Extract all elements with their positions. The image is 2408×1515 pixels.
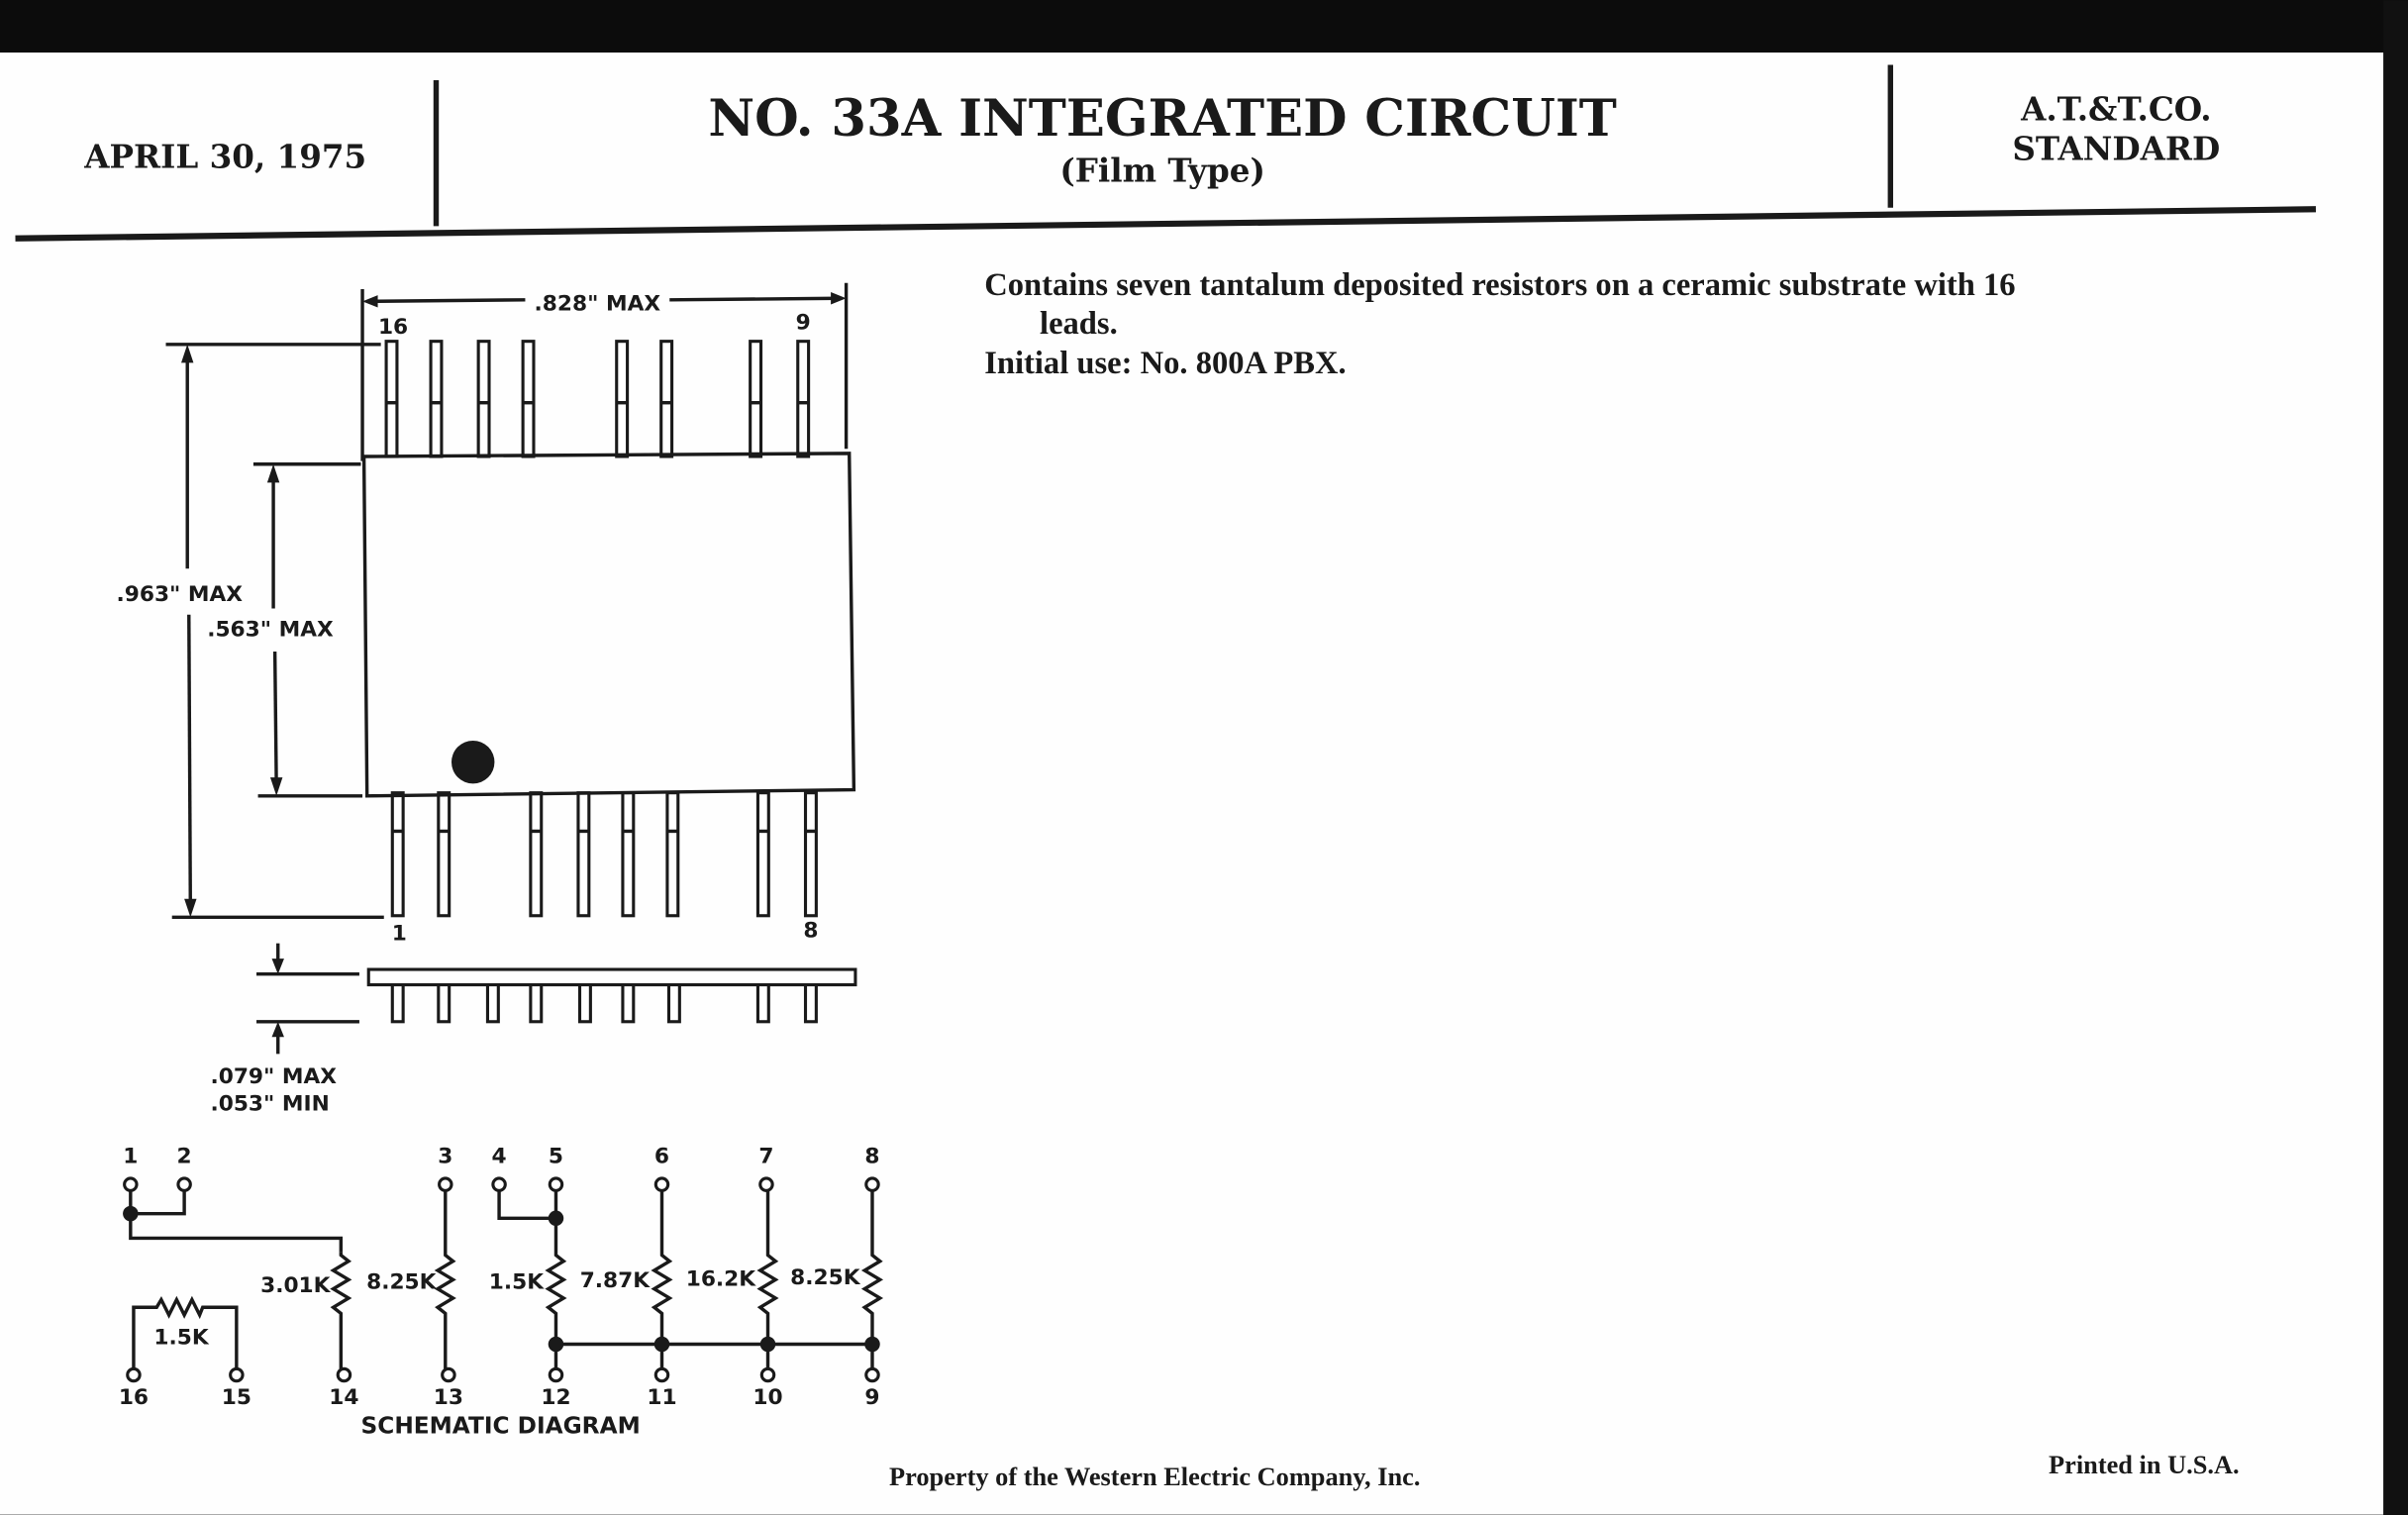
schematic-title: SCHEMATIC DIAGRAM: [360, 1412, 641, 1440]
side-lead: [392, 985, 403, 1022]
pin-label-9: 9: [795, 310, 811, 336]
lead: [667, 793, 678, 916]
side-lead: [806, 985, 817, 1022]
initial-use: Initial use: No. 800A PBX.: [984, 346, 1347, 382]
bottom-pin-label: 10: [752, 1384, 783, 1410]
side-lead: [439, 985, 450, 1022]
terminal: [550, 1368, 561, 1380]
terminal: [550, 1178, 561, 1190]
lead: [531, 793, 542, 916]
top-pin-label: 4: [491, 1144, 507, 1169]
resistor-label-7.87k: 7.87K: [579, 1268, 651, 1294]
thickness-max: .079" MAX: [210, 1063, 338, 1089]
terminal: [760, 1178, 772, 1190]
pin-label-8: 8: [803, 918, 819, 944]
terminal: [128, 1368, 140, 1380]
bottom-pin-label: 9: [864, 1384, 880, 1410]
side-lead: [623, 985, 634, 1022]
standard-line1: A.T.&T.CO.: [2021, 89, 2212, 129]
pin1-indicator-dot: [452, 741, 494, 783]
width-dimension: .828" MAX: [534, 291, 661, 317]
body-dimension: .563" MAX: [207, 617, 334, 643]
terminal: [493, 1178, 505, 1190]
lead: [661, 342, 672, 456]
terminal: [655, 1368, 667, 1380]
lead: [439, 793, 450, 916]
lead: [578, 793, 589, 916]
bottom-pin-label: 16: [118, 1384, 150, 1410]
pin-label-16: 16: [377, 314, 409, 340]
top-pin-label: 3: [438, 1144, 453, 1169]
page-subtitle: (Film Type): [1059, 151, 1265, 190]
bottom-pin-label: 14: [329, 1384, 359, 1410]
terminal: [866, 1178, 878, 1190]
property-notice: Property of the Western Electric Company, Inc.: [889, 1463, 1421, 1492]
terminal: [655, 1178, 667, 1190]
thickness-min: .053" MIN: [210, 1091, 330, 1117]
date: APRIL 30, 1975: [84, 137, 367, 176]
terminal: [440, 1178, 452, 1190]
resistor-label-1.5k-small: 1.5K: [153, 1325, 209, 1351]
resistor-label-8.25k-a: 8.25K: [366, 1269, 437, 1295]
terminal: [443, 1368, 454, 1380]
terminal: [338, 1368, 350, 1380]
top-pin-label: 8: [864, 1144, 880, 1169]
lead: [623, 793, 634, 916]
top-pin-label: 6: [653, 1144, 670, 1169]
height-dimension: .963" MAX: [116, 581, 244, 607]
bottom-pin-label: 12: [541, 1384, 571, 1410]
terminal: [178, 1178, 190, 1190]
bottom-pin-label: 13: [433, 1384, 463, 1410]
description-line2: leads.: [1040, 305, 1118, 342]
page-title: NO. 33A INTEGRATED CIRCUIT: [708, 88, 1617, 149]
side-lead: [580, 985, 591, 1022]
side-lead: [668, 985, 679, 1022]
lead: [386, 342, 397, 456]
resistor-label-1.5k: 1.5K: [488, 1269, 545, 1295]
terminal: [125, 1178, 137, 1190]
lead: [806, 793, 817, 916]
printed-notice: Printed in U.S.A.: [2049, 1450, 2240, 1479]
terminal: [761, 1368, 773, 1380]
resistor-label-16.2k: 16.2K: [685, 1266, 756, 1292]
terminal: [866, 1368, 878, 1380]
side-lead: [757, 985, 768, 1022]
lead: [757, 793, 768, 916]
lead: [392, 793, 403, 916]
top-pin-label: 1: [123, 1144, 139, 1169]
side-lead: [487, 985, 498, 1022]
terminal: [231, 1368, 243, 1380]
lead: [617, 342, 628, 456]
side-view-body: [368, 969, 855, 985]
lead: [431, 342, 442, 456]
top-pin-label: 5: [548, 1144, 564, 1169]
resistor-label-8.25k-b: 8.25K: [790, 1265, 860, 1290]
top-pin-label: 7: [758, 1144, 774, 1169]
lead: [751, 342, 761, 456]
resistor-label-3.01k: 3.01K: [260, 1272, 331, 1298]
right-edge: [2383, 0, 2408, 1514]
bottom-pin-label: 11: [647, 1384, 677, 1410]
lead: [523, 342, 534, 456]
pin-label-1: 1: [391, 921, 407, 947]
description-line1: Contains seven tantalum deposited resistors on a ceramic substrate with 16: [984, 267, 2016, 304]
top-pin-label: 2: [176, 1144, 192, 1169]
lead: [798, 342, 809, 456]
side-lead: [531, 985, 542, 1022]
bottom-pin-label: 15: [221, 1384, 251, 1410]
lead: [478, 342, 489, 456]
standard-line2: STANDARD: [2012, 129, 2221, 168]
